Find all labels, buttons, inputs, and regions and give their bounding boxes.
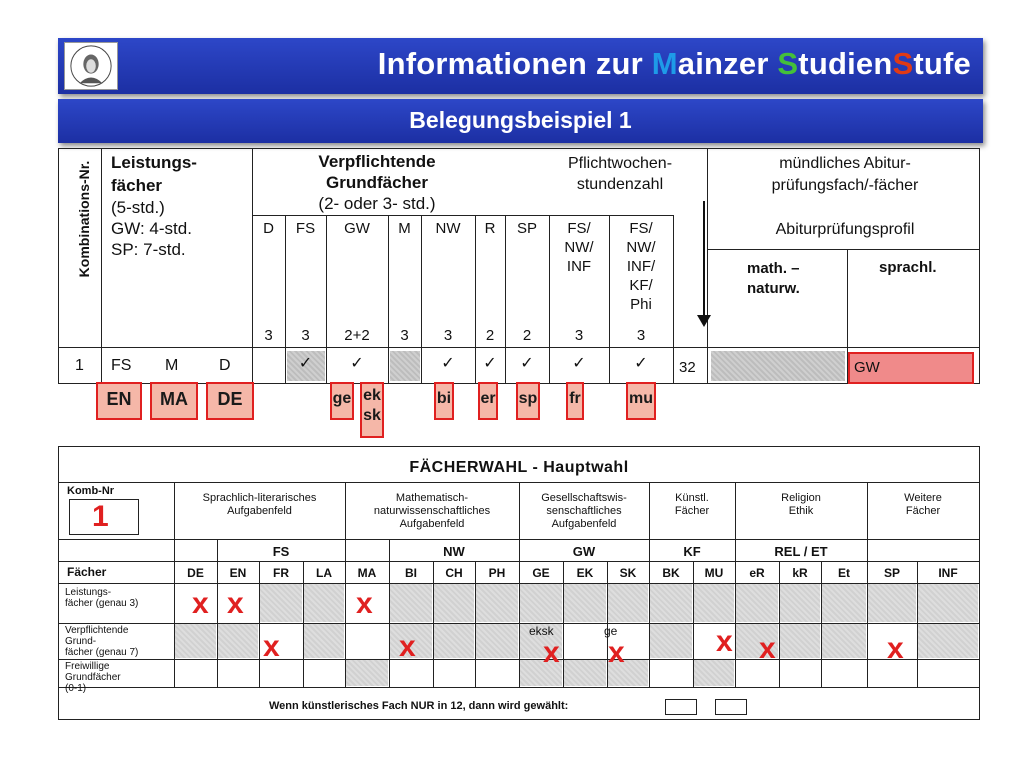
subject-SK: SK	[619, 566, 637, 580]
subject-INF: INF	[938, 566, 958, 580]
subject-eR: eR	[749, 566, 765, 580]
check-6: ✓	[634, 355, 648, 372]
mark-x-4: x	[399, 630, 416, 663]
group-3: KF	[683, 544, 701, 559]
shaded-cell-16	[218, 624, 258, 658]
label-EN: EN	[96, 382, 142, 420]
area-5: Weitere Fächer	[904, 492, 942, 517]
group-0: FS	[272, 544, 290, 559]
subject-DE: DE	[187, 566, 204, 580]
note-eksk: eksk	[529, 624, 554, 638]
shaded-cell-1	[304, 584, 344, 622]
check-4: ✓	[520, 355, 534, 372]
shaded-cell-24	[780, 624, 820, 658]
shaded-cell-15	[175, 624, 216, 658]
shaded-cell-12	[822, 584, 866, 622]
kombination-nr: 1	[75, 357, 84, 374]
column-6-hours: 2	[522, 327, 532, 344]
shaded-cell-14	[918, 584, 978, 622]
shaded-cell-9	[694, 584, 734, 622]
total-hours: 32	[679, 359, 696, 376]
note-ge: ge	[604, 624, 618, 638]
label-mu: mu	[626, 382, 656, 420]
shaded-cell-4	[476, 584, 518, 622]
footer-box-2[interactable]	[715, 699, 747, 715]
subject-CH: CH	[445, 566, 463, 580]
shaded-cell-10	[736, 584, 778, 622]
column-2-label: GW	[344, 220, 370, 237]
column-5-label: R	[484, 220, 496, 237]
subject-MU: MU	[704, 566, 724, 580]
shaded-cell-19	[434, 624, 474, 658]
column-3-label: M	[398, 220, 411, 237]
area-2: Gesellschaftswis- senschaftliches Aufgabenfeld	[541, 492, 627, 530]
subject-Et: Et	[838, 566, 850, 580]
mark-x-0: x	[192, 587, 209, 620]
faecher-label: Fächer	[67, 565, 107, 579]
label-er: er	[478, 382, 498, 420]
mark-x-7: x	[716, 625, 733, 658]
mark-x-9: x	[887, 632, 904, 665]
footer-box-1[interactable]	[665, 699, 697, 715]
subtitle-banner	[58, 99, 983, 143]
muendliches-abitur-heading: mündliches Abitur- prüfungsfach/-fächer	[771, 155, 919, 194]
check-1: ✓	[350, 355, 364, 372]
subject-EN: EN	[229, 566, 247, 580]
label-fr: fr	[566, 382, 584, 420]
shaded-cell-27	[346, 660, 388, 686]
abiturpruefungsprofil: Abiturprüfungsprofil	[775, 221, 915, 238]
shaded-cell-6	[564, 584, 606, 622]
shaded-cell-22	[650, 624, 692, 658]
col-line-5	[345, 482, 346, 687]
subject-BI: BI	[405, 566, 417, 580]
column-2-hours: 2+2	[344, 327, 370, 344]
subject-GE: GE	[532, 566, 550, 580]
column-4-hours: 3	[443, 327, 453, 344]
mark-x-2: x	[356, 587, 373, 620]
area-4: Religion Ethik	[781, 492, 821, 517]
group-4: REL / ET	[774, 544, 828, 559]
column-8-hours: 3	[636, 327, 646, 344]
lk-2: M	[165, 357, 179, 374]
shaded-cell-2	[390, 584, 432, 622]
column-1-hours: 3	[301, 327, 310, 344]
column-4-label: NW	[435, 220, 461, 237]
lk-3: D	[219, 357, 231, 374]
column-6-label: SP	[516, 220, 537, 237]
school-logo	[64, 42, 118, 90]
group-1: NW	[443, 544, 465, 559]
leistungsfaecher-heading: Leistungs- fächer	[111, 153, 197, 195]
label-ge: ge	[330, 382, 354, 420]
shaded-cell-20	[476, 624, 518, 658]
label-MA: MA	[150, 382, 198, 420]
shaded-cell-11	[780, 584, 820, 622]
title-banner	[58, 38, 983, 94]
mark-x-3: x	[263, 630, 280, 663]
faecherwahl-table	[58, 446, 980, 720]
gw-profile-cell	[848, 352, 974, 384]
gw-profile-text: GW	[854, 359, 880, 376]
label-sp: sp	[516, 382, 540, 420]
mark-x-5: x	[543, 636, 560, 669]
column-7-hours: 3	[574, 327, 584, 344]
mark-x-8: x	[759, 632, 776, 665]
mark-x-6: x	[608, 636, 625, 669]
leistungsfaecher-notes: (5-std.) GW: 4-std. SP: 7-std.	[111, 198, 192, 259]
subject-kR: kR	[792, 566, 808, 580]
shaded-cell-0	[260, 584, 302, 622]
subject-BK: BK	[662, 566, 680, 580]
shaded-cell-26	[918, 624, 978, 658]
shaded-cell-17	[304, 624, 344, 658]
shaded-cell-31	[694, 660, 734, 686]
subject-LA: LA	[316, 566, 332, 580]
profil-math: math. – naturw.	[747, 260, 800, 297]
row-line-5	[59, 687, 979, 688]
shaded-cell-13	[868, 584, 916, 622]
course-table	[58, 148, 980, 384]
shaded-cell-8	[650, 584, 692, 622]
check-5: ✓	[572, 355, 586, 372]
group-line-0	[217, 539, 218, 561]
shaded-cell-3	[434, 584, 474, 622]
column-3-hours: 3	[400, 327, 409, 344]
column-7-label: FS/ NW/ INF	[564, 220, 594, 275]
column-5-hours: 2	[485, 327, 495, 344]
check-2: ✓	[441, 355, 455, 372]
area-1: Mathematisch- naturwissenschaftliches Aufgabenfeld	[373, 492, 491, 530]
check-0: ✓	[298, 355, 313, 372]
lk-1: FS	[111, 357, 132, 374]
komb-nr-value: 1	[92, 500, 109, 533]
kombination-label: Kombinations-Nr.	[76, 160, 92, 278]
column-0-hours: 3	[264, 327, 273, 344]
komb-nr-label: Komb-Nr	[67, 485, 115, 497]
check-3: ✓	[483, 355, 497, 372]
column-1-label: FS	[295, 220, 316, 237]
profil-sprachl: sprachl.	[879, 259, 937, 276]
column-0-label: D	[263, 220, 274, 237]
column-8-label: FS/ NW/ INF/ KF/ Phi	[626, 220, 656, 313]
group-2: GW	[572, 544, 596, 559]
shaded-cell-25	[822, 624, 866, 658]
mark-x-1: x	[227, 587, 244, 620]
row-label-1: Verpflichtende Grund- fächer (genau 7)	[65, 625, 139, 658]
area-0: Sprachlich-literarisches Aufgabenfeld	[202, 492, 317, 517]
page-title: Informationen zur Mainzer StudienStufe	[377, 46, 971, 81]
faecherwahl-title: FÄCHERWAHL - Hauptwahl	[409, 459, 629, 476]
pflichtwochenstunden-heading: Pflichtwochen- stundenzahl	[567, 155, 673, 193]
group-line-1	[389, 539, 390, 561]
page-subtitle: Belegungsbeispiel 1	[409, 107, 632, 133]
subject-MA: MA	[357, 566, 377, 580]
shaded-cell-7	[608, 584, 648, 622]
label-DE: DE	[206, 382, 254, 420]
subject-EK: EK	[576, 566, 594, 580]
shaded-cell-5	[520, 584, 562, 622]
row-label-0: Leistungs- fächer (genau 3)	[65, 587, 139, 609]
subject-FR: FR	[273, 566, 289, 580]
label-bi: bi	[434, 382, 454, 420]
shaded-cell-29	[564, 660, 606, 686]
subject-SP: SP	[883, 566, 900, 580]
label-eksk: ek sk	[360, 382, 384, 438]
footer-note: Wenn künstlerisches Fach NUR in 12, dann wird gewählt:	[269, 700, 569, 712]
komb-nr-box	[69, 499, 139, 535]
grundfaecher-heading: Verpflichtende Grundfächer (2- oder 3- std.)	[318, 152, 436, 213]
area-3: Künstl. Fächer	[674, 492, 710, 517]
row-label-2: Freiwillige Grundfächer (0-1)	[65, 661, 121, 694]
subject-PH: PH	[488, 566, 506, 580]
